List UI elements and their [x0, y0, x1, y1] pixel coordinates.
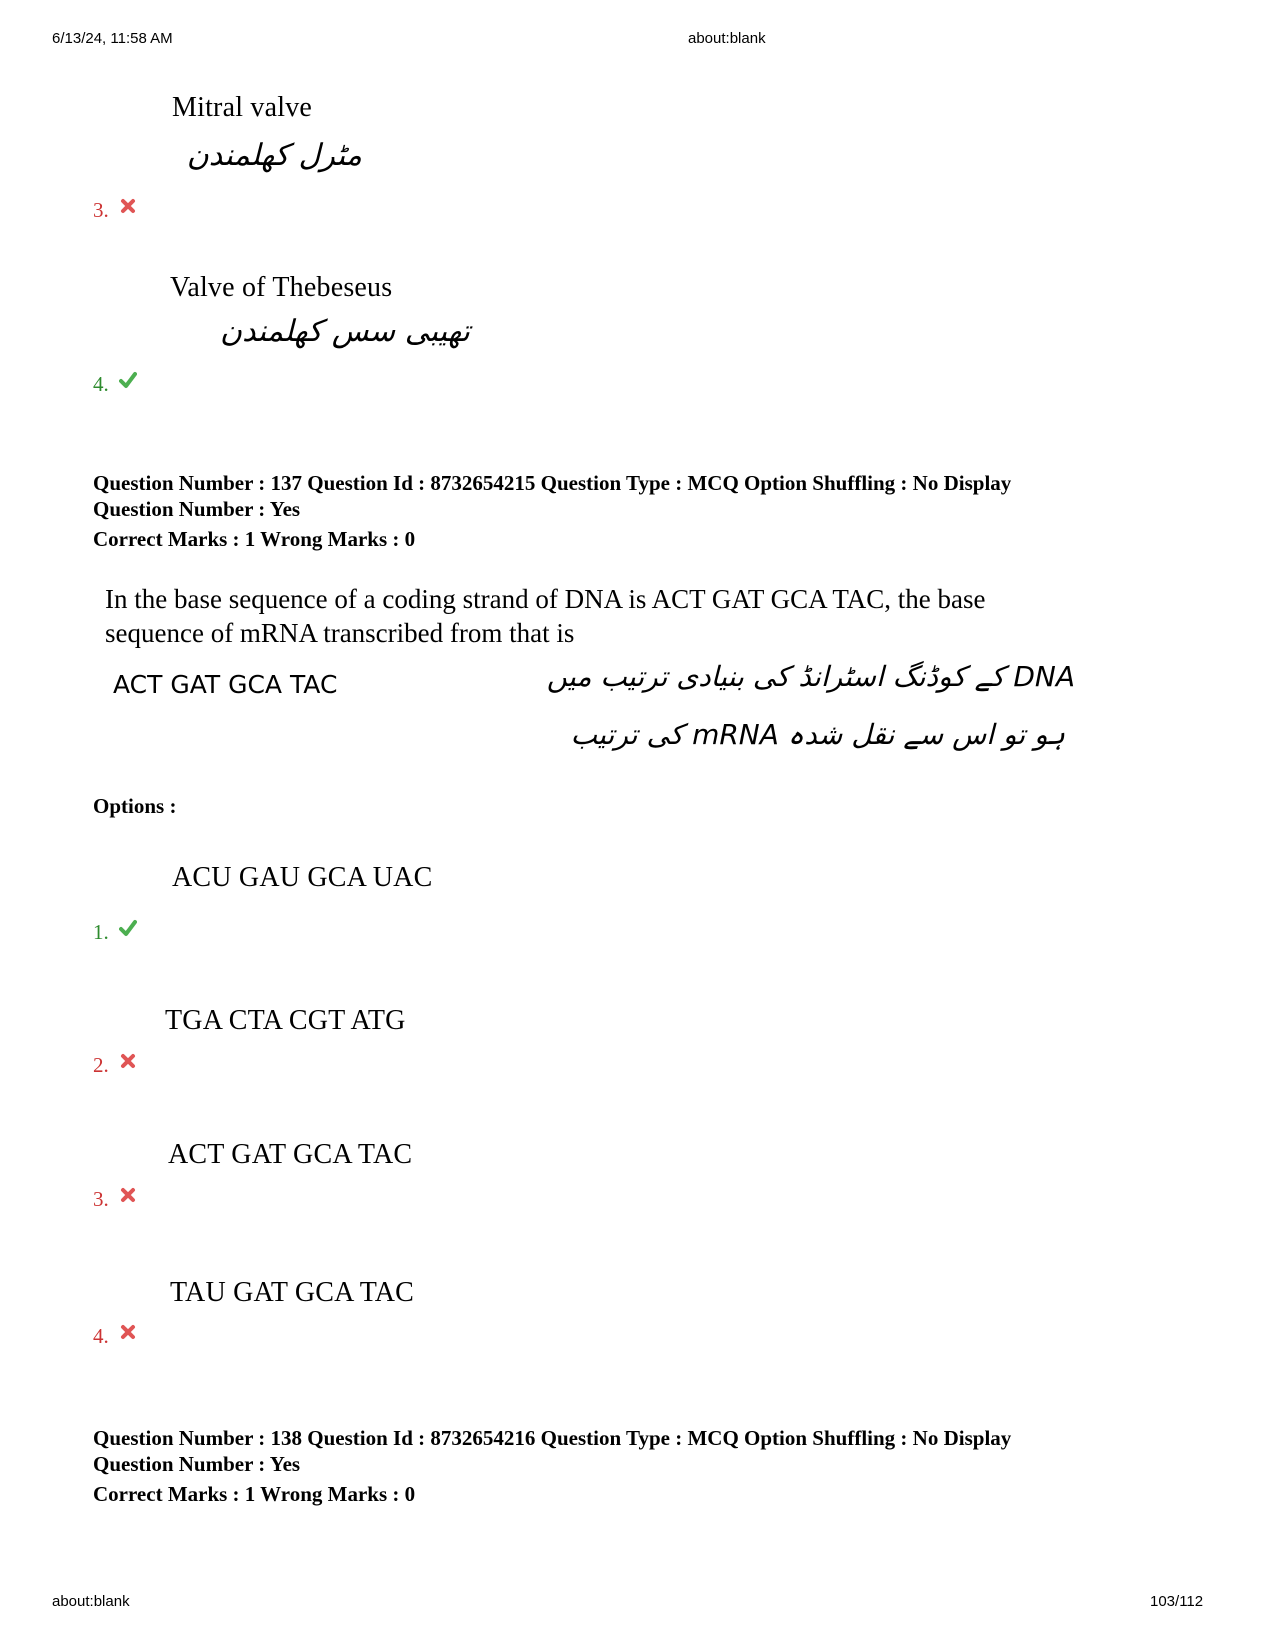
option-1-number — [93, 920, 137, 945]
question-138-header — [93, 1425, 1011, 1507]
option-2-number — [93, 1053, 137, 1078]
cross-icon — [119, 197, 137, 215]
check-icon — [119, 919, 137, 937]
prev-option-4-text: Valve of Thebeseus — [170, 272, 393, 303]
prev-option-4-number — [93, 372, 137, 397]
prev-option-3-urdu: مٹرل کھلمندن — [186, 138, 362, 173]
option-4-number — [93, 1324, 137, 1349]
prev-option-3-number — [93, 198, 137, 223]
print-datetime: 6/13/24, 11:58 AM — [52, 30, 173, 47]
question-header-line: Question Number : Yes — [93, 1452, 301, 1476]
option-number-label: 2. — [93, 1053, 109, 1077]
cross-icon — [119, 1186, 137, 1204]
check-icon — [119, 371, 137, 389]
question-137-urdu-line2: ہو تو اس سے نقل شدہ mRNA کی ترتیب — [570, 718, 1065, 751]
question-marks: Correct Marks : 1 Wrong Marks : 0 — [93, 527, 416, 551]
question-137-header — [93, 470, 1011, 552]
prev-option-3-text: Mitral valve — [172, 92, 313, 123]
footer-url: about:blank — [52, 1593, 130, 1610]
cross-icon — [119, 1052, 137, 1070]
option-3-text: ACT GAT GCA TAC — [168, 1139, 413, 1170]
option-number-label: 4. — [93, 372, 109, 396]
option-number-label: 3. — [93, 198, 109, 222]
question-header-line: Question Number : Yes — [93, 497, 301, 521]
question-header-line: Question Number : 137 Question Id : 8732654215 Question Type : MCQ Option Shuffling : No Display — [93, 471, 1012, 495]
handwritten-sequence: ACT GAT GCA TAC — [113, 670, 338, 699]
option-number-label: 3. — [93, 1187, 109, 1211]
option-2-text: TGA CTA CGT ATG — [165, 1005, 406, 1036]
question-137-urdu-line1: DNA کے کوڈنگ اسٹرانڈ کی بنیادی ترتیب میں — [546, 660, 1075, 693]
print-url: about:blank — [688, 30, 766, 47]
option-3-number — [93, 1187, 137, 1212]
question-137-stem — [105, 582, 985, 650]
cross-icon — [119, 1323, 137, 1341]
options-label: Options : — [93, 794, 177, 818]
prev-option-4-urdu: تھیبی سس کھلمندن — [220, 314, 470, 349]
option-4-text: TAU GAT GCA TAC — [170, 1277, 415, 1308]
stem-line: In the base sequence of a coding strand of DNA is ACT GAT GCA TAC, the base — [105, 584, 986, 614]
question-header-line: Question Number : 138 Question Id : 8732654216 Question Type : MCQ Option Shuffling : No Display — [93, 1426, 1012, 1450]
stem-line: sequence of mRNA transcribed from that is — [105, 618, 575, 648]
page-number: 103/112 — [1150, 1593, 1204, 1610]
option-number-label: 4. — [93, 1324, 109, 1348]
question-marks: Correct Marks : 1 Wrong Marks : 0 — [93, 1482, 416, 1506]
option-number-label: 1. — [93, 920, 109, 944]
option-1-text: ACU GAU GCA UAC — [172, 862, 433, 893]
